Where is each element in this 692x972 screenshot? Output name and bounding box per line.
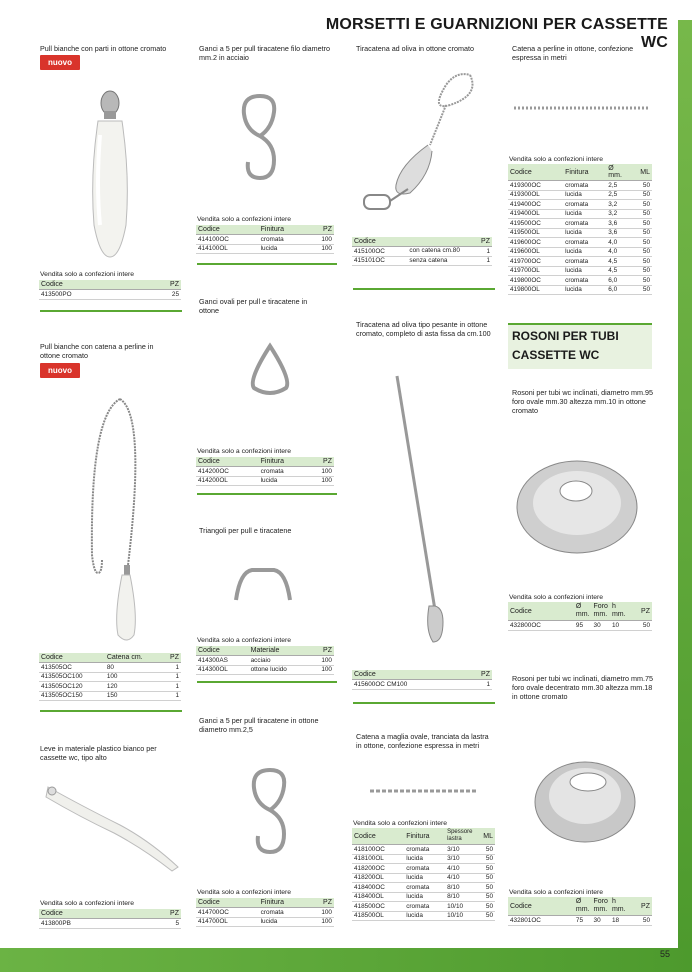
rosone-75-image: [530, 752, 640, 847]
table-row: 418400OL lucida 8/10 50: [354, 893, 493, 901]
product-desc-olive-pull: Tiracatena ad oliva in ottone cromato: [356, 44, 474, 53]
table-row: 414200OC cromata 100: [198, 467, 332, 475]
heavy-pull-image: [385, 370, 465, 660]
sold-note: Vendita solo a confezioni intere: [509, 156, 604, 163]
new-badge: nuovo: [40, 55, 80, 70]
sold-note: Vendita solo a confezioni intere: [509, 889, 604, 896]
table-row: 418100OC cromata 3/10 50: [354, 845, 493, 853]
table-row: 418500OL lucida 10/10 50: [354, 912, 493, 920]
table-heavy-pull: Codice PZ 415600OC CM100 1: [354, 671, 490, 688]
table-row: 419300OC cromata 2,5 50: [510, 181, 650, 189]
table-row: 419500OC cromata 3,6 50: [510, 219, 650, 227]
table-lever: Codice PZ 413800PB 5: [41, 910, 179, 927]
table-row: 418400OC cromata 8/10 50: [354, 883, 493, 891]
table-row: 419700OC cromata 4,5 50: [510, 257, 650, 265]
product-desc-triangle: Triangoli per pull e tiracatene: [199, 526, 292, 535]
separator: [197, 493, 337, 495]
product-desc-pull-white: Pull bianche con parti in ottone cromato: [40, 44, 167, 53]
triangle-image: [228, 560, 298, 610]
footer-band: [0, 948, 692, 972]
table-row: 414100OC cromata 100: [198, 235, 332, 243]
table-row: 418500OC cromata 10/10 50: [354, 902, 493, 910]
table-row: 413505OC150 150 1: [41, 692, 179, 700]
product-desc-hook5: Ganci a 5 per pull tiracatene filo diametro mm.2 in acciaio: [199, 44, 331, 62]
section-heading-rosoni: ROSONI PER TUBI CASSETTE WC: [508, 323, 652, 369]
olive-pull-image: [360, 65, 490, 220]
table-pull-white: Codice PZ 413500PO 25: [41, 281, 179, 298]
table-oval-chain: Codice Finitura Spessore lastra ML 418100OC cromata 3/10 50 418100OL lucida 3/10 50 418200OC cromata 4/10 50 418200OL lucida 4/10 50 418400OC cromata 8/10 50 418400OL lucida 8/10 50 418500OC cromata 10/10 50 418500OL lucida 10/10 50: [354, 829, 493, 920]
separator: [40, 310, 182, 312]
table-row: 413505OC100 100 1: [41, 673, 179, 681]
table-row: 414100OL lucida 100: [198, 245, 332, 253]
table-hook5-brass: Codice Finitura PZ 414700OC cromata 100 414700OL lucida 100: [198, 899, 332, 926]
sold-note: Vendita solo a confezioni intere: [353, 820, 448, 827]
table-row: 414700OC cromata 100: [198, 908, 332, 916]
sold-note: Vendita solo a confezioni intere: [197, 637, 292, 644]
separator: [40, 710, 182, 712]
bead-chain-image: [512, 103, 652, 113]
table-row: 418100OL lucida 3/10 50: [354, 855, 493, 863]
product-desc-rosone-95: Rosoni per tubi wc inclinati, diametro mm.95 foro ovale mm.30 altezza mm.10 in ottone cromato: [512, 388, 654, 415]
separator: [197, 681, 337, 683]
table-pull-chain: Codice Catena cm. PZ 413505OC 80 1 413505OC100 100 1 413505OC120 120 1 413505OC150 150 1: [41, 654, 179, 700]
pull-chain-image: [80, 395, 160, 645]
product-desc-oval-hook: Ganci ovali per pull e tiracatene in ottone: [199, 297, 308, 315]
table-oval-hook: Codice Finitura PZ 414200OC cromata 100 414200OL lucida 100: [198, 458, 332, 485]
new-badge: nuovo: [40, 363, 80, 378]
table-olive-pull: Codice PZ 415100OC con catena cm.80 1 415101OC senza catena 1: [354, 238, 490, 265]
pull-white-image: [70, 85, 150, 265]
oval-hook-image: [240, 340, 300, 400]
table-row: 413505OC 80 1: [41, 663, 179, 671]
separator: [353, 702, 495, 704]
rosone-95-image: [512, 455, 642, 560]
product-desc-lever: Leve in materiale plastico bianco per cassette wc, tipo alto: [40, 744, 157, 762]
table-row: 419400OL lucida 3,2 50: [510, 210, 650, 218]
table-row: 418200OL lucida 4/10 50: [354, 874, 493, 882]
page-title: MORSETTI E GUARNIZIONI PER CASSETTE WC: [325, 16, 668, 51]
oval-chain-image: [368, 785, 478, 797]
sold-note: Vendita solo a confezioni intere: [197, 448, 292, 455]
table-triangle: Codice Materiale PZ 414300AS acciaio 100 414300OL ottone lucido 100: [198, 647, 332, 674]
product-desc-rosone-75: Rosoni per tubi wc inclinati, diametro mm.75 foro ovale decentrato mm.30 altezza mm.18 in ottone cromato: [512, 674, 654, 701]
table-rosone-95: Codice Ø mm. Foro mm. h mm. PZ 432800OC 95 30 10 50: [510, 603, 650, 629]
sold-note: Vendita solo a confezioni intere: [40, 900, 135, 907]
table-hook5: Codice Finitura PZ 414100OC cromata 100 414100OL lucida 100: [198, 226, 332, 253]
hook5-brass-image: [240, 762, 300, 862]
table-row: 415100OC con catena cm.80 1: [354, 247, 490, 255]
table-row: 419700OL lucida 4,5 50: [510, 267, 650, 275]
table-row: 414300OL ottone lucido 100: [198, 666, 332, 674]
hook5-image: [230, 88, 290, 188]
sold-note: Vendita solo a confezioni intere: [197, 889, 292, 896]
page-edge-bar: [678, 20, 692, 950]
sold-note: Vendita solo a confezioni intere: [40, 271, 135, 278]
table-row: 419800OC cromata 6,0 50: [510, 276, 650, 284]
product-desc-oval-chain: Catena a maglia ovale, tranciata da lastra in ottone, confezione espressa in metri: [356, 732, 489, 750]
table-row: 413505OC120 120 1: [41, 682, 179, 690]
table-row: 419300OL lucida 2,5 50: [510, 191, 650, 199]
table-row: 419800OL lucida 6,0 50: [510, 286, 650, 294]
table-row: 414200OL lucida 100: [198, 477, 332, 485]
sold-note: Vendita solo a confezioni intere: [197, 216, 292, 223]
page-number: 55: [659, 949, 670, 959]
table-row: 419600OL lucida 4,0 50: [510, 248, 650, 256]
table-row: 419500OL lucida 3,6 50: [510, 229, 650, 237]
separator: [353, 288, 495, 290]
sold-note: Vendita solo a confezioni intere: [509, 594, 604, 601]
table-row: 414300AS acciaio 100: [198, 656, 332, 664]
product-desc-bead-chain: Catena a perline in ottone, confezione espressa in metri: [512, 44, 634, 62]
table-row: 418200OC cromata 4/10 50: [354, 864, 493, 872]
table-row: 414700OL lucida 100: [198, 918, 332, 926]
lever-image: [40, 775, 190, 875]
separator: [197, 263, 337, 265]
table-row: 419400OC cromata 3,2 50: [510, 200, 650, 208]
table-row: 419600OC cromata 4,0 50: [510, 238, 650, 246]
table-row: 415101OC senza catena 1: [354, 257, 490, 265]
table-rosone-75: Codice Ø mm. Foro mm. h mm. PZ 432801OC 75 30 18 50: [510, 898, 650, 924]
table-bead-chain: Codice Finitura Ø mm. ML 419300OC cromata 2,5 50 419300OL lucida 2,5 50 419400OC cromata 3,2 50 419400OL lucida 3,2 50 419500OC cromata 3,6 50 419500OL lucida 3,6 50 419600OC cromata 4,0 50 419600OL lucida 4,0 50 419700OC cromata 4,5 50 419700OL lucida 4,5 50 419800OC cromata 6,0 50 419800OL lucida 6,0 50: [510, 165, 650, 294]
product-desc-pull-chain: Pull bianche con catena a perline in ottone cromato: [40, 342, 154, 360]
product-desc-hook5-brass: Ganci a 5 per pull tiracatene in ottone diametro mm.2,5: [199, 716, 319, 734]
product-desc-heavy-pull: Tiracatena ad oliva tipo pesante in ottone cromato, completo di asta fissa da cm.100: [356, 320, 491, 338]
